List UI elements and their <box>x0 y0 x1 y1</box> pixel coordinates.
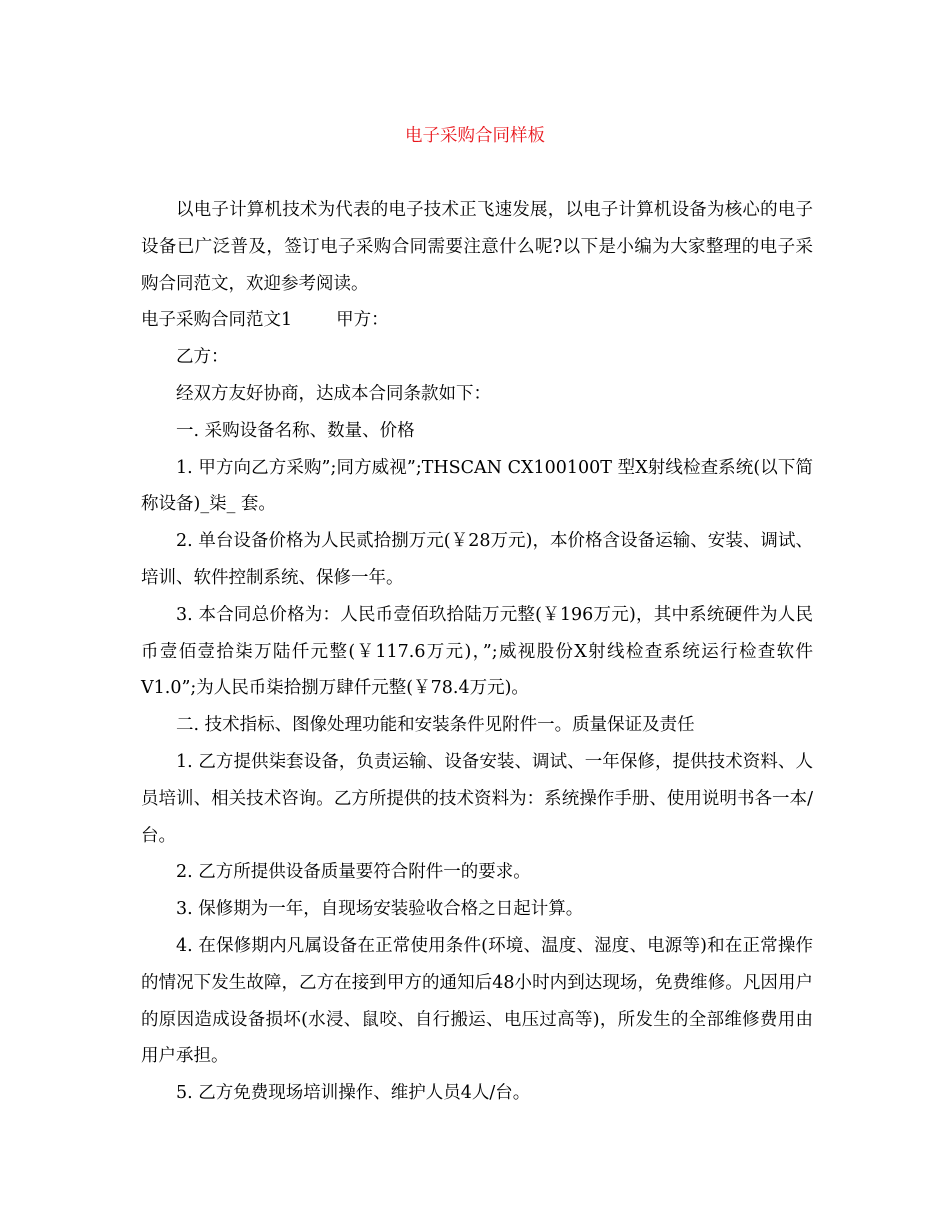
section-2-item-2: 2. 乙方所提供设备质量要符合附件一的要求。 <box>176 862 531 883</box>
section-2-item-3: 3. 保修期为一年，自现场安装验收合格之日起计算。 <box>176 899 584 920</box>
section-1-item-2: 2. 单台设备价格为人民贰拾捌万元(￥28万元)，本价格含设备运输、安装、调试、培训、软件控制系统、保修一年。 <box>141 531 813 588</box>
sample-heading-line <box>141 302 813 339</box>
section-2-title: 二. 技术指标、图像处理功能和安装条件见附件一。质量保证及责任 <box>176 715 695 736</box>
section-2-item-5: 5. 乙方免费现场培训操作、维护人员4人/台。 <box>176 1083 531 1104</box>
agreement-line: 经双方友好协商，达成本合同条款如下： <box>176 383 491 404</box>
party-a-label: 甲方： <box>336 310 389 331</box>
party-b-label: 乙方： <box>176 347 229 368</box>
section-1-item-1: 1. 甲方向乙方采购”;同方威视”;THSCAN CX100100T 型X射线检查系统(以下简称设备)_柒_ 套。 <box>141 457 813 515</box>
intro-paragraph: 以电子计算机技术为代表的电子技术正飞速发展，以电子计算机设备为核心的电子设备已广泛普及，签订电子采购合同需要注意什么呢?以下是小编为大家整理的电子采购合同范文，欢迎参考阅读。 <box>141 200 813 294</box>
document-title: 电子采购合同样板 <box>405 126 545 146</box>
sample-heading: 电子采购合同范文1 <box>141 310 293 331</box>
section-2-item-4: 4. 在保修期内凡属设备在正常使用条件(环境、温度、湿度、电源等)和在正常操作的情况下发生故障，乙方在接到甲方的通知后48小时内到达现场，免费维修。凡因用户的原因造成设备损坏(水浸、鼠咬、自行搬运、电压过高等)，所发生的全部维修费用由用户承担。 <box>141 935 813 1067</box>
section-1-title: 一. 采购设备名称、数量、价格 <box>176 420 415 441</box>
section-2-item-1: 1. 乙方提供柒套设备，负责运输、设备安装、调试、一年保修，提供技术资料、人员培训、相关技术咨询。乙方所提供的技术资料为：系统操作手册、使用说明书各一本/台。 <box>141 751 813 846</box>
document-body <box>141 192 813 1112</box>
section-1-item-3: 3. 本合同总价格为：人民币壹佰玖拾陆万元整(￥196万元)，其中系统硬件为人民币壹佰壹拾柒万陆仟元整(￥117.6万元)，”;威视股份X射线检查系统运行检查软件V1.0”;为人民币柒拾捌万肆仟元整(￥78.4万元)。 <box>141 604 813 699</box>
